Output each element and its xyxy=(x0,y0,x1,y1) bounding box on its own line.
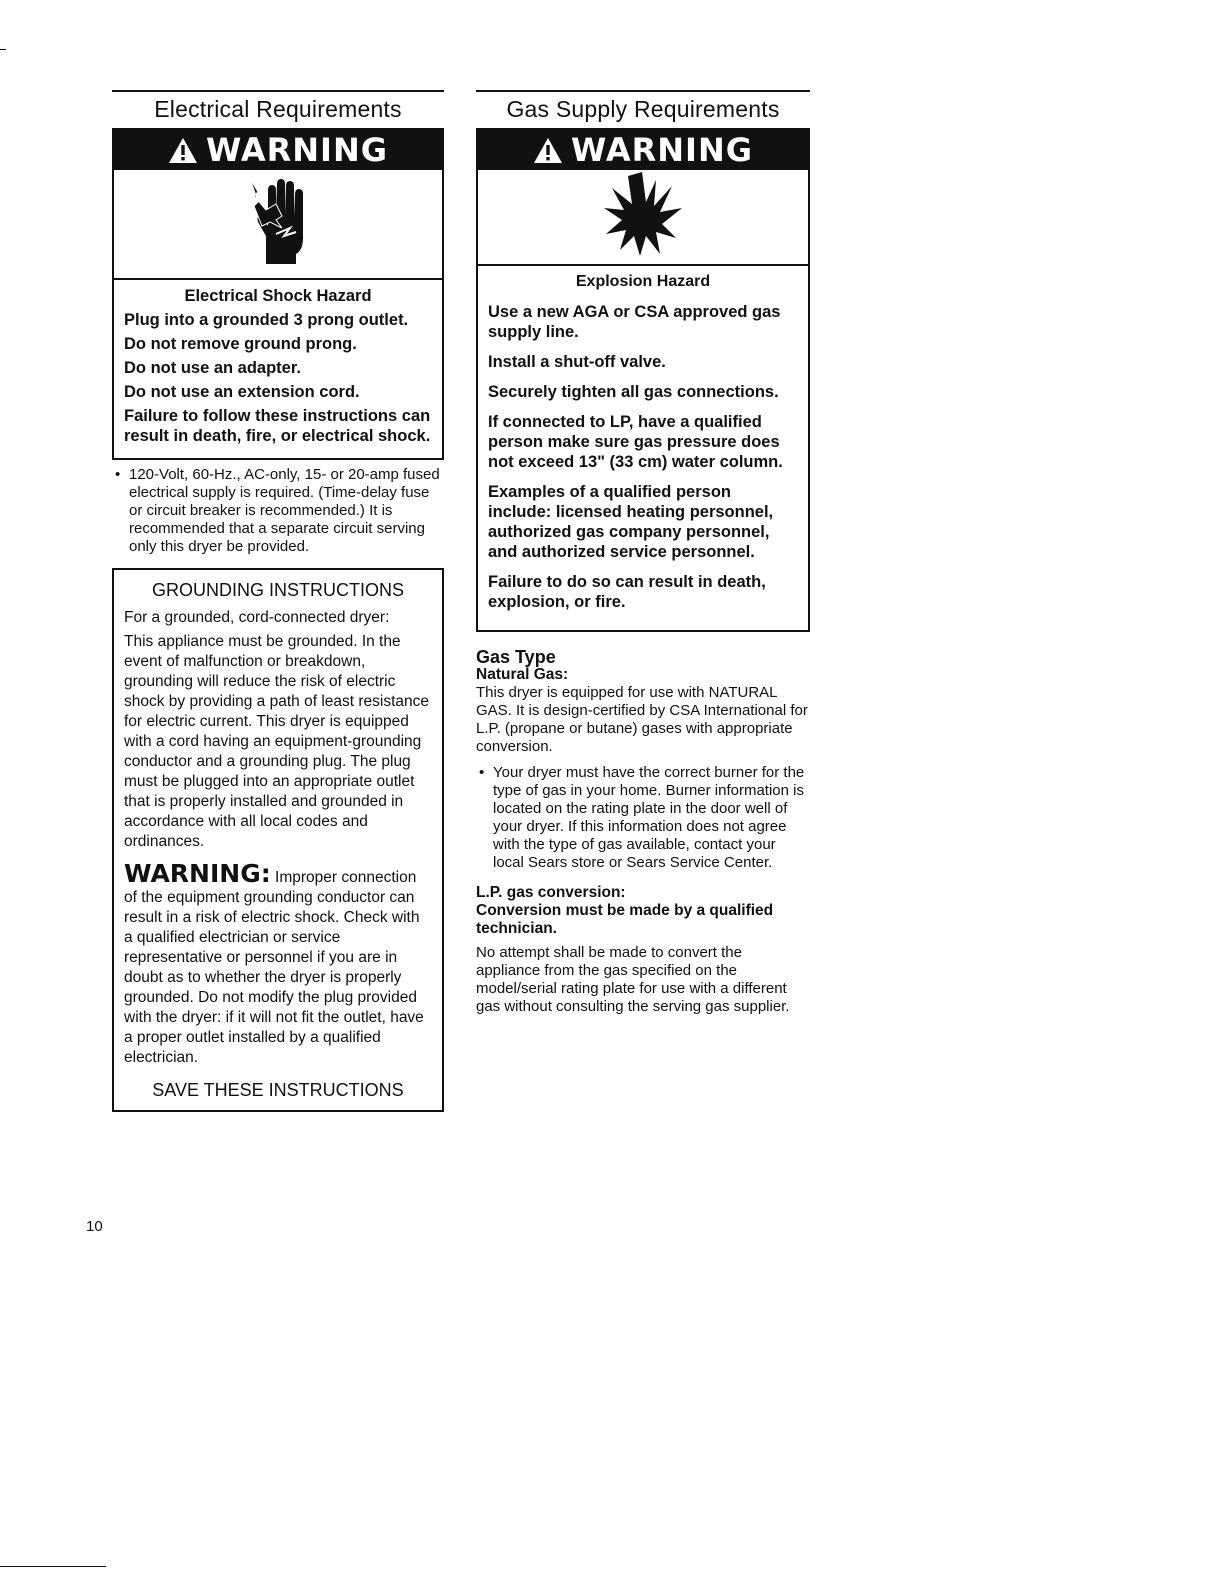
page-number: 10 xyxy=(86,1218,103,1235)
lp-conversion-section xyxy=(476,884,810,1016)
grounding-instructions-box xyxy=(112,568,444,1112)
warning-paragraph-6: Failure to do so can result in death, explosion, or fire. xyxy=(488,573,766,611)
gas-supply-requirements-column xyxy=(476,90,810,1016)
gas-type-heading: Gas Type xyxy=(476,647,556,667)
warning-paragraphs xyxy=(488,302,798,612)
warning-banner-text: WARNING xyxy=(571,131,753,169)
warning-triangle-icon xyxy=(168,137,198,164)
bullet-text: Your dryer must have the correct burner for the type of gas in your home. Burner information is located on the rating plate in the door well of your dryer. If this information does not agree with the type of gas available, contact your local Sears store or Sears Service Center. xyxy=(493,764,805,871)
footer-rule xyxy=(0,1566,106,1567)
margin-mark xyxy=(0,49,6,50)
warning-paragraph-2: Install a shut-off valve. xyxy=(488,353,666,371)
explosion-icon xyxy=(602,172,684,263)
bullet-text: 120-Volt, 60-Hz., AC-only, 15- or 20-amp fused electrical supply is required. (Time-delay fuse or circuit breaker is recommended.) It is recommended that a separate circuit serving only this dryer be provided. xyxy=(129,466,440,555)
save-instructions: SAVE THESE INSTRUCTIONS xyxy=(152,1080,404,1100)
electrical-warning-box xyxy=(112,128,444,460)
explosion-pictogram xyxy=(478,170,808,266)
section-title: Electrical Requirements xyxy=(112,90,444,123)
warning-triangle-icon xyxy=(533,137,563,164)
warning-banner xyxy=(478,130,808,170)
grounding-warning xyxy=(124,859,432,1068)
warning-banner xyxy=(114,130,442,170)
warning-line-2: Do not remove ground prong. xyxy=(124,335,357,353)
warning-line-4: Do not use an extension cord. xyxy=(124,383,360,401)
grounding-title: GROUNDING INSTRUCTIONS xyxy=(152,580,404,600)
grounding-body: This appliance must be grounded. In the event of malfunction or breakdown, grounding will reduce the risk of electric shock by providing a path of least resistance for electric current. This dryer is equipped with a cord having an equipment-grounding conductor and a grounding plug. The plug must be plugged into an appropriate outlet that is properly installed and grounded in accordance with all local codes and ordinances. xyxy=(124,633,430,850)
lp-subheading: Conversion must be made by a qualified technician. xyxy=(476,902,774,937)
warning-paragraph-3: Securely tighten all gas connections. xyxy=(488,383,779,401)
grounding-warning-text: Improper connection of the equipment grounding conductor can result in a risk of electric shock. Check with a qualified electrician or service representative or personnel if you are in doubt as to whether the dryer is properly grounded. Do not modify the plug provided with the dryer: if it will not fit the outlet, have a proper outlet installed by a qualified electrician. xyxy=(124,869,424,1066)
natural-gas-subheading: Natural Gas: xyxy=(476,666,569,683)
warning-line-3: Do not use an adapter. xyxy=(124,359,301,377)
bullet-dot: • xyxy=(479,764,485,781)
warning-paragraph-1: Use a new AGA or CSA approved gas supply line. xyxy=(488,303,781,341)
warning-lines xyxy=(124,310,432,446)
warning-paragraph-5: Examples of a qualified person include: licensed heating personnel, authorized gas company personnel, and authorized service personnel. xyxy=(488,483,774,561)
gas-warning-text xyxy=(478,266,808,630)
lp-heading: L.P. gas conversion: xyxy=(476,884,626,901)
shock-pictogram xyxy=(114,170,442,280)
hazard-title: Explosion Hazard xyxy=(575,273,711,290)
electric-shock-hand-icon xyxy=(246,176,310,273)
hazard-title: Electrical Shock Hazard xyxy=(184,287,372,305)
burner-bullet xyxy=(476,764,810,872)
gas-type-section xyxy=(476,648,810,872)
gas-type-body: This dryer is equipped for use with NATURAL GAS. It is design-certified by CSA International for L.P. (propane or butane) gases with appropriate conversion. xyxy=(476,684,808,755)
warning-line-5: Failure to follow these instructions can result in death, fire, or electrical shock. xyxy=(124,407,431,445)
electrical-warning-text xyxy=(114,280,442,458)
grounding-intro: For a grounded, cord-connected dryer: xyxy=(124,609,390,626)
electrical-requirements-column xyxy=(112,90,444,1112)
section-title: Gas Supply Requirements xyxy=(476,90,810,123)
warning-banner-text: WARNING xyxy=(206,131,388,169)
warning-line-1: Plug into a grounded 3 prong outlet. xyxy=(124,311,409,329)
warning-paragraph-4: If connected to LP, have a qualified person make sure gas pressure does not exceed 13" (33 cm) water column. xyxy=(488,413,783,471)
bullet-dot: • xyxy=(115,466,121,483)
gas-warning-box xyxy=(476,128,810,632)
grounding-warning-label: WARNING: xyxy=(124,859,271,888)
lp-body: No attempt shall be made to convert the appliance from the gas specified on the model/serial rating plate for use with a different gas without consulting the serving gas supplier. xyxy=(476,944,790,1015)
electrical-supply-bullet xyxy=(112,466,444,556)
